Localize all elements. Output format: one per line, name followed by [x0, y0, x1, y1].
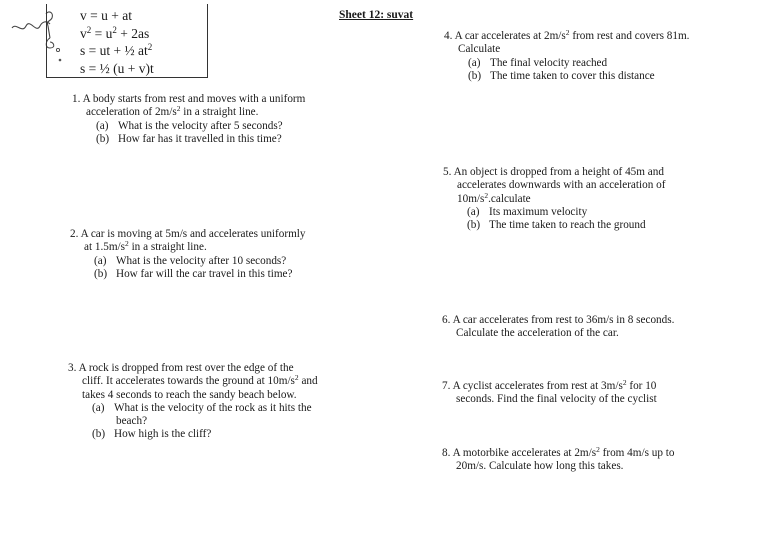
q5-line-1: 5. An object is dropped from a height of 45m and: [443, 166, 664, 178]
question-2: [70, 228, 306, 281]
q1-line-2: acceleration of $2m/s^2$ in a straight line.: [86, 104, 259, 119]
q8-line-1: 8. A motorbike accelerates at $2m/s^2$ from 4m/s up to: [442, 445, 675, 459]
equation-4: s = ½ (u + v)t: [80, 61, 154, 76]
q4-option-b: (b) The time taken to cover this distance: [468, 69, 655, 82]
q1-line-1: 1. A body starts from rest and moves with a uniform: [72, 93, 306, 105]
q3-option-a: (a) What is the velocity of the rock as it hits the beach?: [92, 401, 312, 428]
equation-1: v = u + at: [80, 8, 132, 23]
q5-option-b: (b) The time taken to reach the ground: [467, 219, 646, 232]
q2-line-2: at $1.5m/s^2$ in a straight line.: [84, 239, 207, 254]
q2-option-b: (b) How far will the car travel in this time?: [94, 267, 293, 280]
question-5: [443, 166, 665, 232]
q3-option-b: (b) How high is the cliff?: [92, 428, 212, 441]
q6-line-1: 6. A car accelerates from rest to 36m/s in 8 seconds.: [442, 314, 675, 326]
q4-line-2: Calculate: [458, 43, 501, 56]
q3-line-1: 3. A rock is dropped from rest over the edge of the: [68, 362, 294, 374]
question-6: [442, 314, 674, 341]
q4-line-1: 4. A car accelerates at $2m/s^2$ from rest and covers 81m.: [444, 28, 690, 42]
q7-line-2: seconds. Find the final velocity of the cyclist: [456, 393, 657, 406]
equation-3: s = ut + ½ $at^2$: [80, 42, 153, 58]
q3-line-3: takes 4 seconds to reach the sandy beach below.: [82, 388, 297, 401]
q4-option-a: (a) The final velocity reached: [468, 56, 608, 69]
q8-line-2: 20m/s. Calculate how long this takes.: [456, 460, 624, 473]
q5-line-2: accelerates downwards with an acceleration of: [457, 179, 666, 192]
q1-option-a: (a) What is the velocity after 5 seconds?: [96, 119, 283, 132]
q1-option-b: (b) How far has it travelled in this time?: [96, 132, 282, 145]
q2-line-1: 2. A car is moving at 5m/s and accelerates uniformly: [70, 228, 306, 240]
equation-2: $v^2 = u^2 + 2as$: [80, 25, 150, 41]
q6-line-2: Calculate the acceleration of the car.: [456, 327, 619, 340]
question-4: [444, 30, 689, 83]
q5-option-a: (a) Its maximum velocity: [467, 205, 588, 218]
question-1: [72, 93, 305, 146]
question-8: [442, 447, 674, 474]
q2-option-a: (a) What is the velocity after 10 seconds?: [94, 254, 287, 267]
question-3: [68, 362, 318, 442]
q5-line-3: $10m/s^2.calculate$: [457, 190, 531, 205]
question-7: [442, 380, 657, 407]
q7-line-1: 7. A cyclist accelerates from rest at $3m/s^2$ for 10: [442, 378, 657, 392]
sheet-title: Sheet 12: suvat: [339, 9, 414, 21]
q3-line-2: cliff. It accelerates towards the ground at $10m/s^2$ and: [82, 373, 318, 388]
